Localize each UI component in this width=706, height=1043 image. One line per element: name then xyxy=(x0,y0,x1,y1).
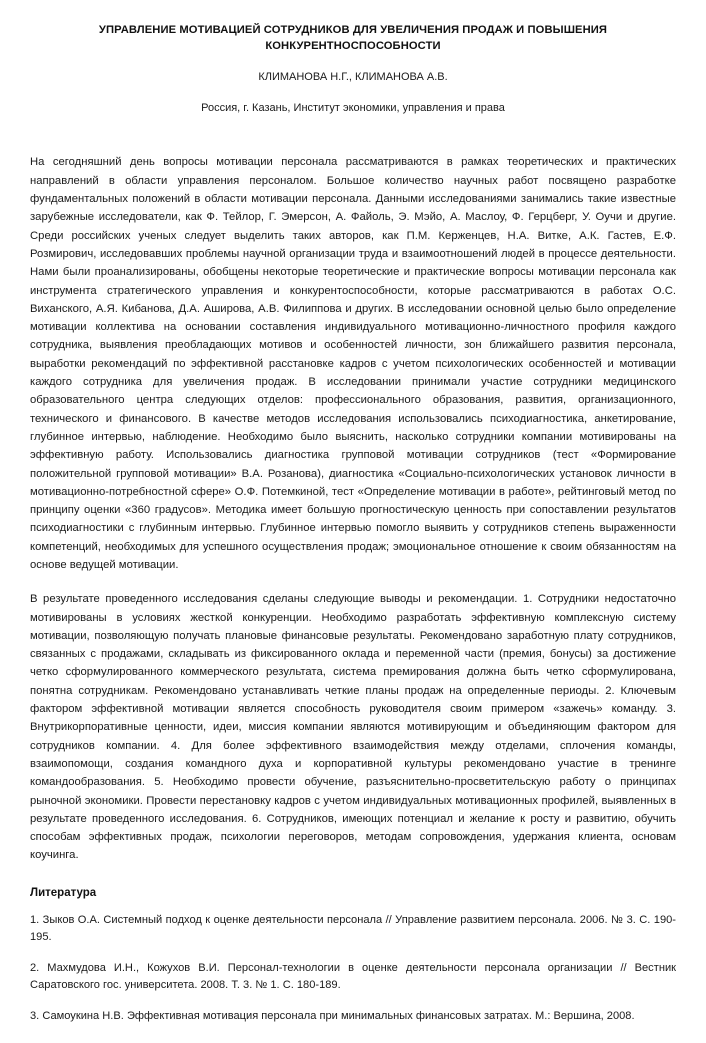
authors-line: КЛИМАНОВА Н.Г., КЛИМАНОВА А.В. xyxy=(258,71,448,84)
document-header xyxy=(30,22,676,114)
reference-item: 1. Зыков О.А. Системный подход к оценке деятельности персонала // Управление развитием персонала. 2006. № 3. С. 190-195. xyxy=(30,913,676,944)
references-heading: Литература xyxy=(30,886,97,899)
body-paragraph: На сегодняшний день вопросы мотивации персонала рассматриваются в рамках теоретических и практических направлений в области управления персоналом. Большое количество научных работ посвящено разработке фундаментальных положений в области мотивации персонала. Данными исследованиями занимались такие известные зарубежные исследователи, как Ф. Тейлор, Г. Эмерсон, А. Файоль, Э. Мэйо, А. Маслоу, Ф. Герцберг, У. Оучи и другие. Среди российских ученых следует выделить таких авторов, как П.М. Керженцев, Н.А. Витке, А.К. Гастев, Е.Ф. Розмирович, исследовавших проблемы научной организации труда и взаимоотношений людей в процессе деятельности. Нами были проанализированы, обобщены некоторые теоретические и практические вопросы мотивации персонала как инструмента стратегического управления и конкурентоспособности, которые рассматриваются в работах О.С. Виханского, А.Я. Кибанова, Д.А. Аширова, А.В. Филиппова и других. В исследовании основной целью было определение мотивации коллектива на основании составления индивидуального мотивационно-личностного профиля каждого сотрудника, выявления преобладающих мотивов и особенностей личности, зон ближайшего развития персонала, выработки рекомендаций по эффективной расстановке кадров с учетом психологических особенностей и мотивации каждого сотрудника для увеличения продаж. В исследовании принимали участие сотрудники медицинского образовательного центра следующих отделов: профессионального образования, развития, организационного, технического и финансового. В качестве методов исследования использовались психодиагностика, анкетирование, глубинное интервью, наблюдение. Необходимо было выяснить, насколько сотрудники компании мотивированы на эффективную работу. Использовались диагностика групповой мотивации сотрудников (тест «Формирование положительной групповой мотивации» В.А. Розанова), диагностика «Социально-психологических установок личности в мотивационно-потребностной сфере» О.Ф. Потемкиной, тест «Определение мотивации в работе», рейтинговый метод по принципу оценки «360 градусов». Методика имеет большую прогностическую ценность при сопоставлении результатов психодиагностики с глубинным интервью. Глубинное интервью помогло выявить у сотрудников степень выраженности компетенций, необходимых для успешного осуществления продаж; эмоциональное отношение к своим обязанностям на основе ведущей мотивации. xyxy=(30,156,676,571)
reference-item: 3. Самоукина Н.В. Эффективная мотивация персонала при минимальных финансовых затратах. М.: Вершина, 2008. xyxy=(30,1009,635,1022)
reference-item: 2. Махмудова И.Н., Кожухов В.И. Персонал-технологии в оценке деятельности персонала организации // Вестник Саратовского гос. университета. 2008. Т. 3. № 1. С. 180-189. xyxy=(30,961,676,992)
affiliation-line: Россия, г. Казань, Институт экономики, управления и права xyxy=(201,102,505,115)
body-paragraph: В результате проведенного исследования сделаны следующие выводы и рекомендации. 1. Сотрудники недостаточно мотивированы в условиях жесткой конкуренции. Необходимо разработать эффективную комплексную систему мотивации, позволяющую получать плановые финансовые результаты. Рекомендовано заработную плату сотрудников, связанных с продажами, складывать из фиксированного оклада и переменной части (премия, бонусы) за достижение четко сформулированного коммерческого результата, система премирования должна быть четко сформулирована, понятна сотрудникам. Рекомендовано устанавливать четкие планы продаж на определенные периоды. 2. Ключевым фактором эффективной мотивации является способность руководителя своим примером «зажечь» команду. 3. Внутрикорпоративные ценности, идеи, миссия компании являются мотивирующим и объединяющим фактором для сотрудников компании. 4. Для более эффективного взаимодействия между отделами, сплочения команды, взаимопомощи, создания командного духа и корпоративной культуры рекомендовано участие в тренинге командообразования. 5. Необходимо провести обучение, разъяснительно-просветительскую работу о принципах рыночной экономики. Провести перестановку кадров с учетом индивидуальных мотивационных профилей, выявленных в результате проведенного исследования. 6. Сотрудников, имеющих потенциал и желание к росту и развитию, обучить способам эффективных продаж, психологии переговоров, методам сопровождения, удержания клиента, основам коучинга. xyxy=(30,593,676,862)
page-title: УПРАВЛЕНИЕ МОТИВАЦИЕЙ СОТРУДНИКОВ ДЛЯ УВЕЛИЧЕНИЯ ПРОДАЖ И ПОВЫШЕНИЯ КОНКУРЕНТНОСПОСОБНОСТИ xyxy=(98,24,608,53)
document-body xyxy=(30,153,676,864)
references-section xyxy=(30,887,676,1026)
